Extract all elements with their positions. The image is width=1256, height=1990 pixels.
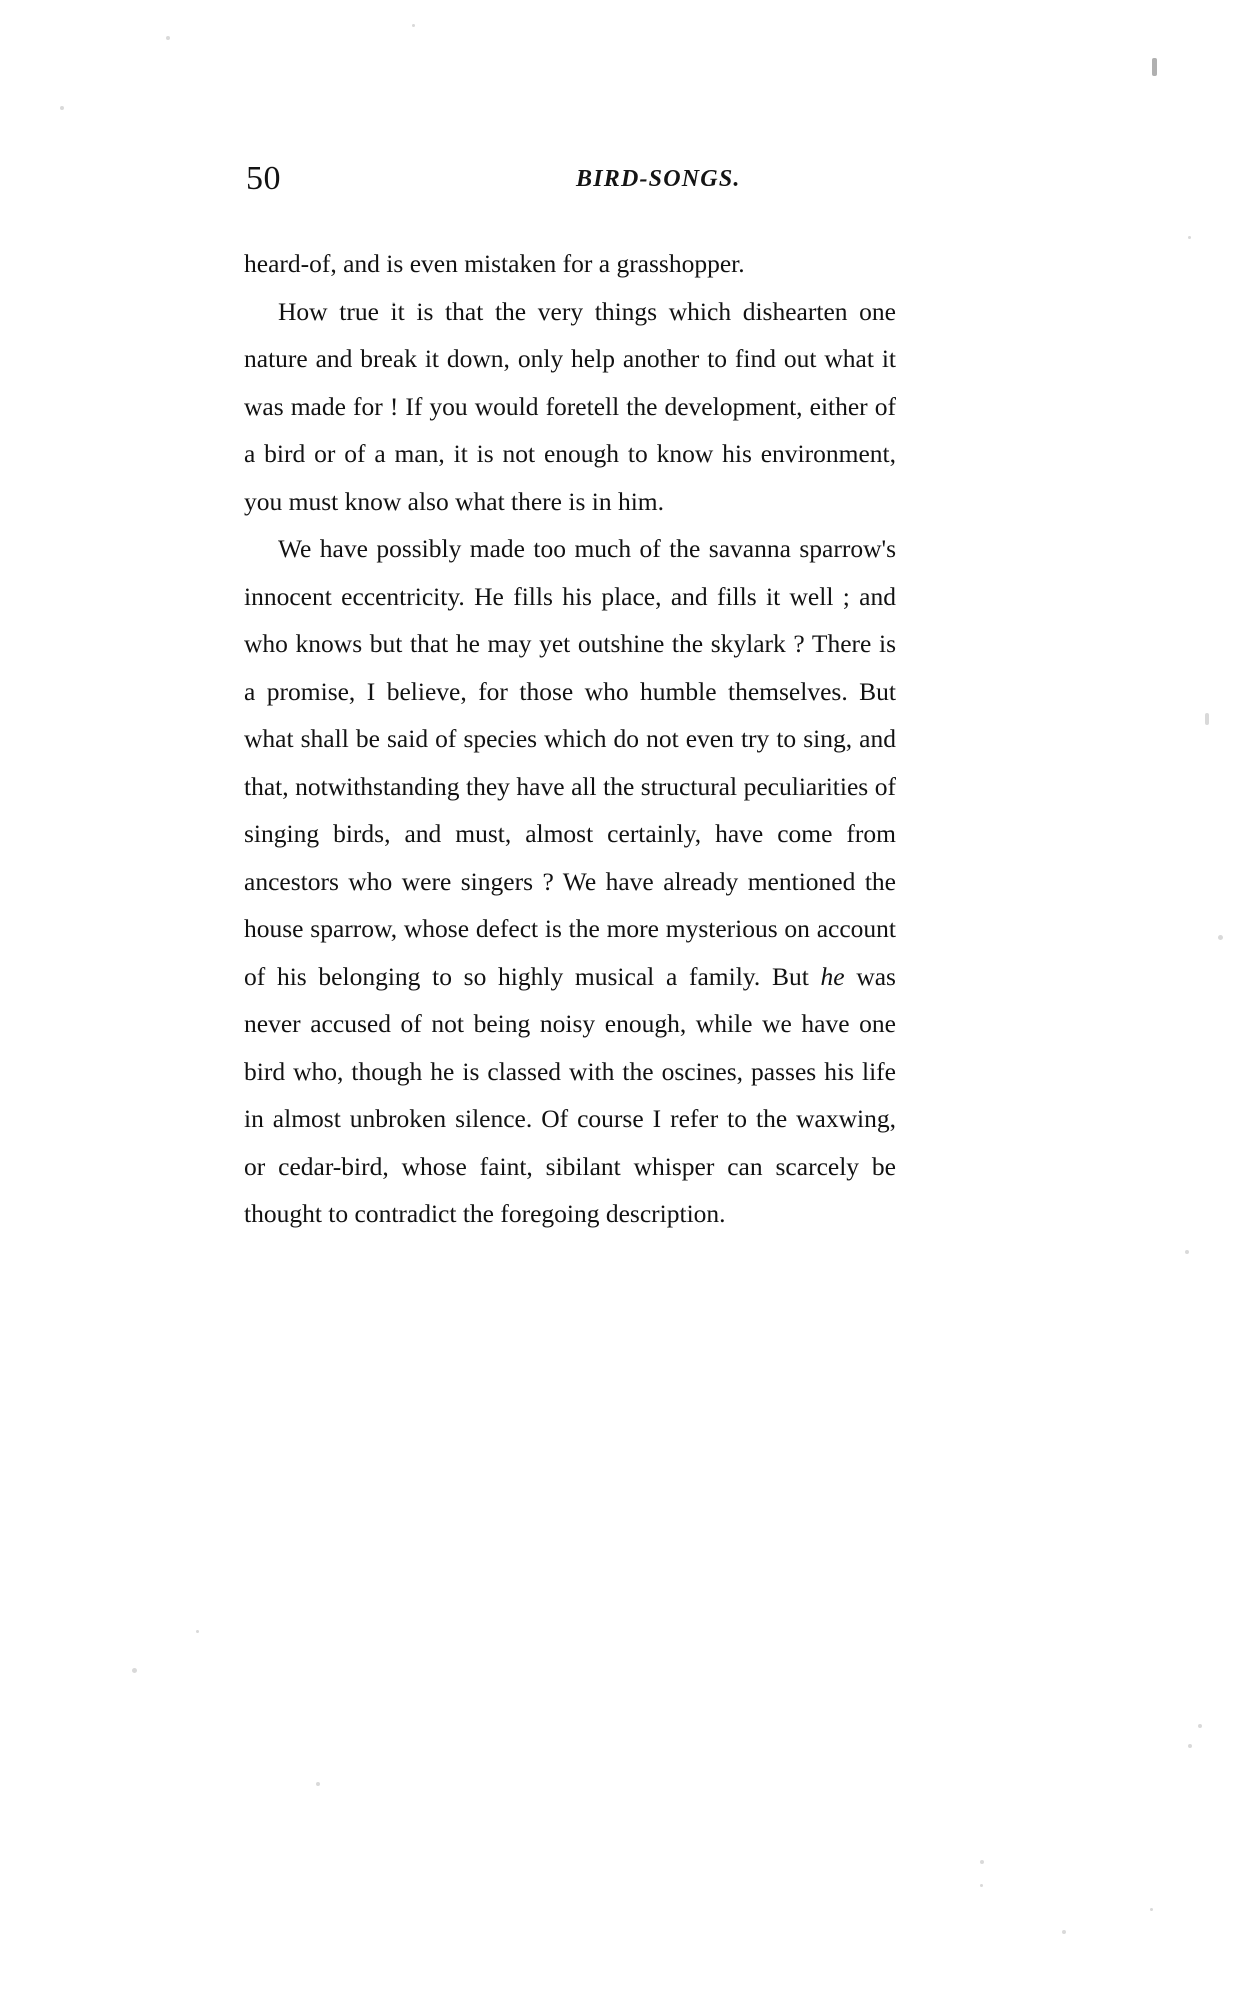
page-number: 50 — [246, 160, 281, 197]
scan-speck — [980, 1884, 983, 1887]
body-text — [244, 240, 896, 1238]
scan-speck — [166, 36, 170, 40]
scan-speck — [1150, 1908, 1153, 1911]
scan-speck — [980, 1860, 984, 1864]
scan-speck — [1198, 1724, 1202, 1728]
scan-speck — [60, 106, 64, 110]
running-head: BIRD-SONGS. — [576, 166, 741, 192]
scan-speck — [132, 1668, 137, 1673]
paragraph-how-true: How true it is that the very things which dishearten one nature and break it down, only help another to find out what it was made for ! If you would foretell the development, either of a bird or of a man, it is not enough to know his environment, you must know also what there is in him. — [244, 296, 896, 516]
scan-speck — [1218, 935, 1223, 940]
scan-speck — [1188, 1744, 1192, 1748]
scan-speck — [1185, 1250, 1189, 1254]
scan-speck — [316, 1782, 320, 1786]
scan-speck — [412, 24, 415, 27]
scan-speck — [1152, 58, 1157, 76]
scan-speck — [1062, 1930, 1066, 1934]
emphasised-word: he — [820, 961, 845, 991]
paragraph-continued: heard-of, and is even mistaken for a grasshopper. — [244, 249, 745, 278]
paragraph-savanna-sparrow: We have possibly made too much of the savanna sparrow's innocent eccentricity. He fills his place, and fills it well ; and who knows but that he may yet outshine the skylark ? There is a promise, I believe, for those who humble themselves. But what shall be said of species which do not even try to sing, and that, notwithstanding they have all the structural peculiarities of singing birds, and must, almost certainly, have come from ancestors who were singers ? We have already mentioned the house sparrow, whose defect is the more mysterious on account of his belonging to so highly musical a family. But he was never accused of not being noisy enough, while we have one bird who, though he is classed with the oscines, passes his life in almost unbroken silence. Of course I refer to the waxwing, or cedar-bird, whose faint, sibilant whisper can scarcely be thought to contradict the foregoing description. — [244, 534, 896, 1228]
scan-speck — [1188, 236, 1191, 239]
scan-speck — [196, 1630, 199, 1633]
page-header — [246, 160, 1146, 200]
scan-speck — [1205, 713, 1209, 725]
